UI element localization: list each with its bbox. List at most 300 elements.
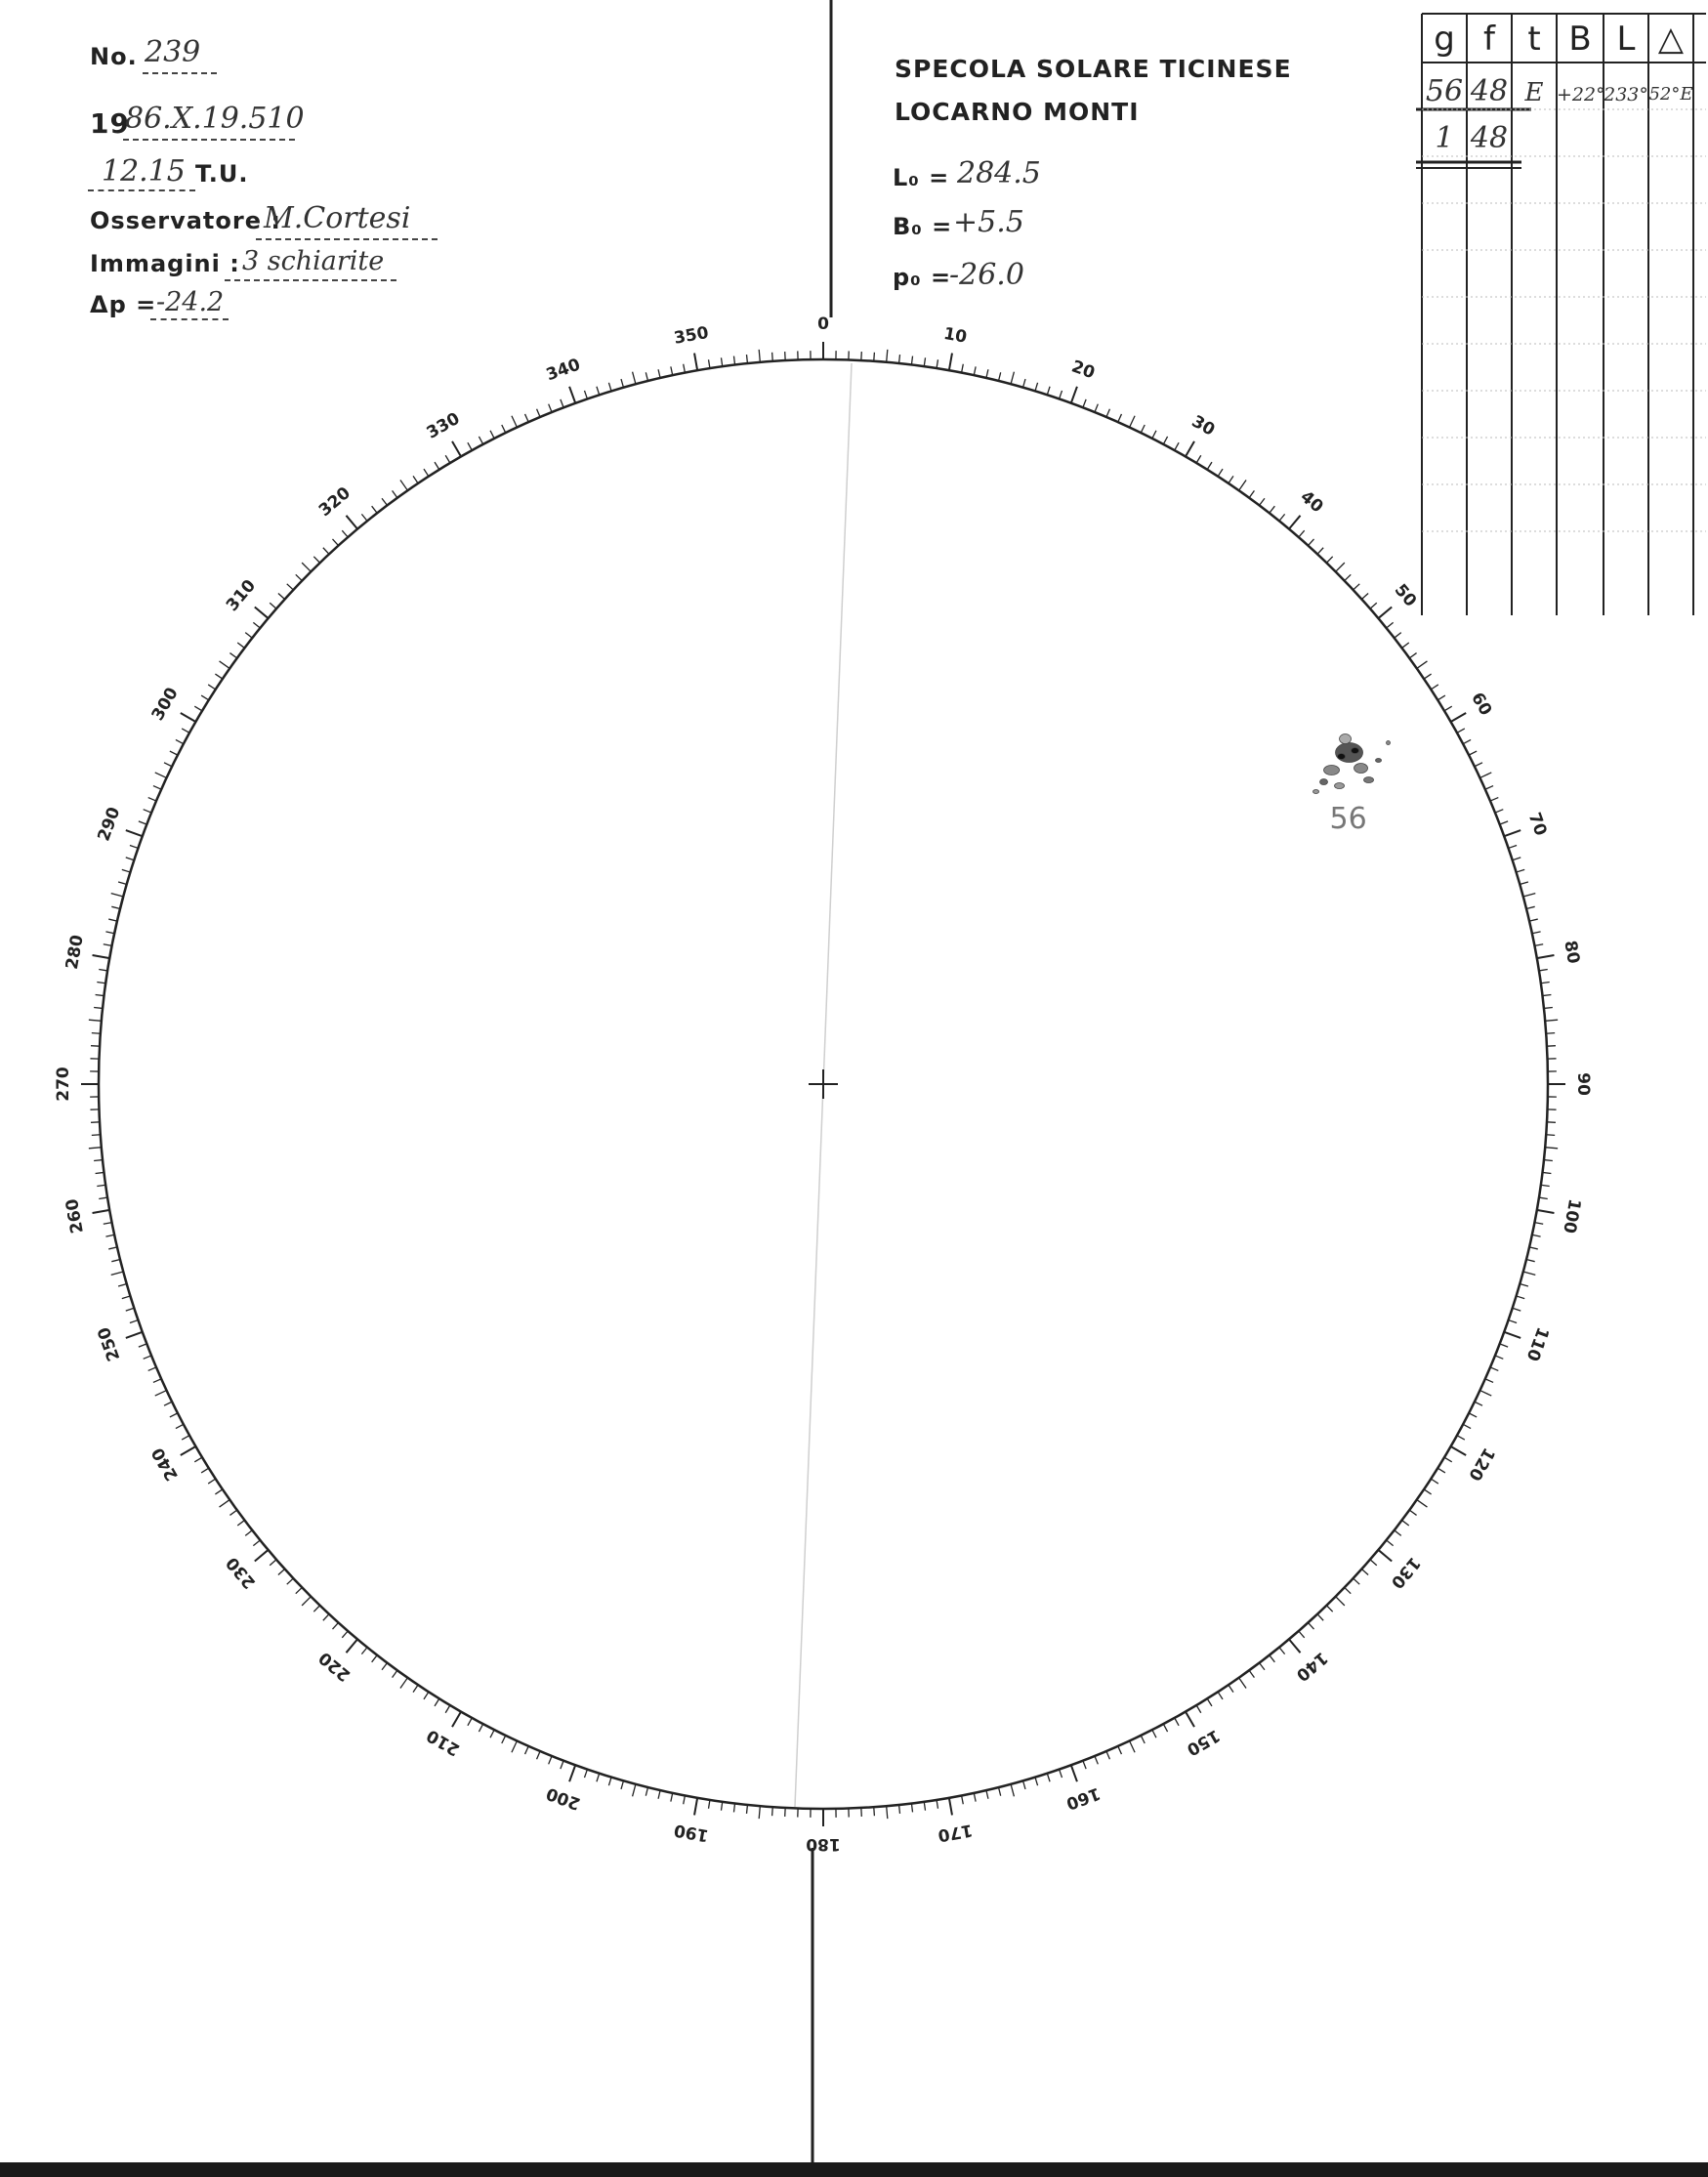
- scale-tick: [633, 1784, 636, 1797]
- scale-tick: [302, 563, 311, 571]
- scale-tick: [1095, 404, 1098, 412]
- scale-tick: [220, 661, 230, 668]
- scale-tick: [1479, 1391, 1491, 1396]
- scale-tick: [323, 1614, 329, 1621]
- delta-p-label: Δp =: [90, 291, 157, 318]
- scale-tick: [1402, 643, 1409, 648]
- scale-tick: [1409, 653, 1416, 658]
- l0-value: 284.5: [957, 156, 1041, 190]
- scale-tick: [182, 729, 189, 733]
- scale-tick: [253, 1540, 260, 1546]
- scale-tick: [1451, 1446, 1467, 1455]
- scale-tick: [313, 1606, 319, 1612]
- scale-label: 210: [423, 1725, 464, 1760]
- scale-tick: [1345, 574, 1351, 580]
- scale-tick: [1345, 1587, 1351, 1593]
- scale-tick: [1495, 1356, 1503, 1359]
- scale-tick: [874, 1807, 875, 1816]
- table-cell-r2-g: 1: [1435, 121, 1454, 155]
- scale-tick: [1542, 994, 1551, 995]
- scale-tick: [1517, 869, 1525, 872]
- scale-tick: [911, 1803, 912, 1812]
- scale-tick: [671, 1793, 673, 1802]
- scale-tick: [1218, 1692, 1223, 1699]
- scale-tick: [633, 372, 636, 385]
- scale-tick: [1118, 1746, 1122, 1754]
- scale-tick: [208, 1479, 216, 1484]
- scale-tick: [746, 1805, 747, 1814]
- table-cell-r1-f: 48: [1470, 74, 1509, 108]
- scale-tick: [435, 462, 439, 470]
- scale-tick: [1532, 1235, 1541, 1236]
- scale-tick: [684, 364, 686, 373]
- scale-tick: [94, 1007, 103, 1008]
- scale-tick: [537, 409, 541, 417]
- scale-tick: [899, 1805, 900, 1814]
- scale-tick: [445, 455, 450, 463]
- scale-tick: [1545, 1148, 1558, 1149]
- scale-label: 180: [806, 1834, 841, 1854]
- scale-tick: [118, 882, 127, 884]
- time-unit: T.U.: [195, 160, 249, 188]
- scale-tick: [164, 1402, 172, 1405]
- scale-tick: [452, 1712, 461, 1728]
- scale-tick: [549, 404, 552, 412]
- scale-tick: [1469, 1413, 1477, 1417]
- table-header-delta: △: [1657, 20, 1685, 59]
- scale-tick: [1504, 830, 1521, 836]
- scale-tick: [721, 357, 722, 366]
- scale-tick: [1175, 442, 1179, 450]
- scale-tick: [1289, 516, 1301, 529]
- scale-tick: [1504, 1332, 1521, 1338]
- scale-tick: [111, 1272, 124, 1275]
- sunspot-group-drawing: [1313, 734, 1391, 794]
- bottom-border-bar: [0, 2162, 1708, 2177]
- table-header-l: L: [1616, 20, 1636, 59]
- scale-label: 240: [147, 1444, 183, 1485]
- scale-tick: [1526, 1260, 1535, 1262]
- scale-tick: [96, 994, 104, 995]
- scale-tick: [104, 944, 112, 946]
- observer-label: Osservatore :: [90, 207, 281, 234]
- scale-tick: [1279, 514, 1285, 521]
- scale-tick: [452, 441, 461, 457]
- scale-tick: [1370, 603, 1377, 608]
- scale-tick: [126, 858, 135, 860]
- scale-tick: [1186, 441, 1194, 457]
- number-label: No.: [90, 43, 138, 70]
- table-cell-r1-g: 56: [1425, 74, 1464, 108]
- scale-label: 190: [672, 1820, 711, 1846]
- scale-tick: [733, 1803, 734, 1812]
- scale-tick: [139, 1344, 146, 1347]
- scale-tick: [153, 1379, 161, 1383]
- scale-tick: [1451, 713, 1467, 722]
- scale-tick: [342, 530, 348, 537]
- scale-tick: [1289, 1639, 1301, 1653]
- sunspot: [1387, 741, 1391, 745]
- scale-tick: [1361, 1569, 1368, 1574]
- scale-tick: [382, 1663, 387, 1670]
- scale-tick: [1500, 821, 1508, 824]
- scale-tick: [89, 1020, 102, 1021]
- scale-label: 290: [94, 804, 125, 845]
- scale-tick: [1546, 1135, 1555, 1136]
- table-cell-r1-b: +22°: [1557, 84, 1605, 105]
- scale-tick: [393, 1670, 397, 1677]
- scale-tick: [1523, 894, 1536, 897]
- scale-tick: [671, 366, 673, 375]
- scale-label: 200: [543, 1782, 584, 1814]
- scale-tick: [658, 369, 660, 378]
- sunspot: [1364, 777, 1374, 783]
- scale-tick: [597, 387, 600, 396]
- scale-tick: [502, 425, 506, 433]
- scale-tick: [1463, 739, 1471, 743]
- scale-label: 110: [1521, 1323, 1553, 1364]
- scale-tick: [1544, 1160, 1553, 1161]
- scale-tick: [424, 469, 429, 477]
- scale-label: 270: [54, 1067, 73, 1102]
- scale-tick: [512, 1740, 517, 1752]
- scale-tick: [1336, 1597, 1345, 1606]
- scale-tick: [1023, 1780, 1025, 1789]
- scale-tick: [111, 906, 120, 908]
- scale-tick: [176, 739, 184, 743]
- scale-label: 160: [1062, 1782, 1104, 1814]
- scale-tick: [1163, 437, 1167, 444]
- scale-tick: [108, 919, 117, 921]
- scale-tick: [1457, 729, 1465, 733]
- scale-tick: [220, 1500, 230, 1507]
- scale-tick: [1537, 955, 1555, 958]
- scale-tick: [479, 1724, 482, 1732]
- scale-tick: [181, 1446, 196, 1455]
- images-value: 3 schiarite: [242, 246, 385, 276]
- scale-label: 280: [62, 933, 88, 972]
- scale-tick: [1539, 1197, 1548, 1198]
- scale-tick: [1509, 845, 1518, 848]
- scale-tick: [1529, 919, 1538, 921]
- scale-tick: [372, 1655, 378, 1662]
- scale-label: 170: [936, 1820, 975, 1846]
- scale-tick: [270, 1560, 276, 1566]
- scale-tick: [1163, 1724, 1167, 1732]
- sunspot: [1340, 734, 1352, 744]
- scale-tick: [1513, 1308, 1521, 1311]
- scale-tick: [1239, 481, 1246, 491]
- scale-tick: [144, 810, 151, 813]
- scale-tick: [111, 894, 124, 897]
- scale-tick: [1106, 1751, 1110, 1759]
- scale-tick: [1544, 1007, 1553, 1008]
- p0-label: p₀ =: [893, 264, 952, 291]
- scale-tick: [569, 1765, 575, 1781]
- observatory-location: LOCARNO MONTI: [895, 98, 1140, 126]
- scale-tick: [153, 786, 161, 790]
- scale-tick: [537, 1751, 541, 1759]
- sunspot: [1338, 754, 1346, 760]
- scale-tick: [94, 1160, 103, 1161]
- center-cross: [809, 1069, 838, 1099]
- scale-tick: [1060, 1770, 1062, 1779]
- scale-tick: [911, 356, 912, 365]
- scale-tick: [1083, 1761, 1086, 1769]
- scale-tick: [772, 353, 773, 361]
- scale-label: 330: [423, 408, 464, 443]
- scale-tick: [1047, 1774, 1050, 1782]
- scale-tick: [733, 356, 734, 365]
- scale-tick: [361, 514, 367, 521]
- scale-tick: [245, 1530, 252, 1536]
- scale-tick: [1361, 593, 1368, 599]
- scale-tick: [1424, 1489, 1431, 1494]
- scale-tick: [1532, 932, 1541, 934]
- scale-label: 130: [1386, 1553, 1425, 1593]
- scale-tick: [382, 498, 387, 505]
- scale-tick: [549, 1756, 552, 1764]
- scale-tick: [118, 1284, 127, 1286]
- scale-tick: [393, 490, 397, 497]
- scale-tick: [1546, 1033, 1555, 1034]
- scale-tick: [1299, 1631, 1305, 1638]
- scale-tick: [245, 633, 252, 639]
- scale-label: 260: [62, 1196, 88, 1235]
- table-cell-r2-f: 48: [1470, 121, 1509, 155]
- scale-tick: [1308, 539, 1313, 546]
- scale-tick: [1378, 607, 1392, 618]
- scale-tick: [621, 1780, 623, 1789]
- scale-tick: [255, 1550, 269, 1562]
- scale-label: 220: [314, 1647, 354, 1686]
- scale-tick: [1541, 1185, 1550, 1186]
- scale-tick: [445, 1705, 450, 1713]
- scale-tick: [1541, 982, 1550, 983]
- scale-tick: [1431, 685, 1438, 690]
- observer-value: M.Cortesi: [264, 201, 411, 235]
- scale-tick: [208, 685, 216, 690]
- scale-tick: [237, 1521, 244, 1526]
- scale-tick: [887, 1806, 888, 1819]
- scale-tick: [479, 437, 482, 444]
- scale-tick: [346, 1639, 357, 1653]
- scale-tick: [108, 1247, 117, 1249]
- scale-label: 50: [1390, 580, 1421, 611]
- scale-tick: [1395, 633, 1401, 639]
- scale-tick: [435, 1698, 439, 1706]
- scale-tick: [986, 1790, 988, 1799]
- scale-tick: [1229, 476, 1233, 482]
- scale-tick: [201, 695, 209, 700]
- scale-tick: [658, 1790, 660, 1799]
- scale-tick: [569, 387, 575, 403]
- scale-tick: [561, 399, 563, 407]
- scale-tick: [1485, 786, 1493, 790]
- scale-tick: [287, 1578, 294, 1584]
- scale-tick: [584, 1770, 587, 1779]
- scale-label: 90: [1573, 1072, 1593, 1096]
- scale-tick: [170, 1413, 178, 1417]
- table-header-f: f: [1483, 20, 1495, 59]
- scale-tick: [1417, 1500, 1428, 1507]
- scale-label: 60: [1467, 689, 1496, 720]
- table-header-g: g: [1434, 20, 1455, 59]
- scale-tick: [1475, 763, 1482, 767]
- scale-tick: [130, 845, 139, 848]
- scale-tick: [1417, 661, 1428, 668]
- scale-tick: [1249, 1670, 1254, 1677]
- scale-tick: [1534, 1223, 1543, 1225]
- scale-tick: [1035, 383, 1038, 392]
- scale-tick: [126, 830, 143, 836]
- scale-label: 100: [1559, 1196, 1585, 1235]
- scale-tick: [584, 391, 587, 399]
- scale-tick: [1270, 1655, 1275, 1662]
- scale-tick: [1326, 1606, 1332, 1612]
- scale-tick: [255, 607, 269, 618]
- scale-tick: [92, 1033, 101, 1034]
- date-value: 86.X.19.510: [125, 102, 305, 136]
- scale-tick: [1186, 1712, 1194, 1728]
- scale-tick: [1260, 498, 1265, 505]
- b0-value: +5.5: [953, 205, 1024, 239]
- scale-tick: [887, 350, 888, 362]
- scale-tick: [1517, 1296, 1525, 1299]
- scale-tick: [1485, 1379, 1493, 1383]
- scale-tick: [1326, 557, 1332, 563]
- scale-tick: [1437, 1468, 1445, 1473]
- scale-tick: [1071, 387, 1077, 403]
- scale-tick: [1207, 462, 1212, 470]
- scale-tick: [1529, 1247, 1538, 1249]
- scale-tick: [1520, 1284, 1528, 1286]
- scale-tick: [525, 414, 529, 422]
- sunspot: [1335, 783, 1345, 789]
- scale-tick: [561, 1761, 563, 1769]
- scale-tick: [424, 1692, 429, 1699]
- scale-tick: [721, 1802, 722, 1811]
- table-cell-r1-t: E: [1524, 78, 1544, 107]
- scale-tick: [296, 574, 302, 580]
- scale-tick: [1475, 1402, 1482, 1405]
- scale-tick: [155, 1391, 167, 1396]
- scale-tick: [1130, 416, 1135, 428]
- scale-tick: [1490, 798, 1498, 802]
- scale-tick: [1317, 548, 1323, 555]
- scale-tick: [1534, 944, 1543, 946]
- scale-tick: [93, 1210, 110, 1213]
- scale-tick: [99, 970, 107, 971]
- scale-tick: [1106, 409, 1110, 417]
- scale-tick: [270, 603, 276, 608]
- scale-tick: [1437, 695, 1445, 700]
- scale-tick: [144, 1356, 151, 1359]
- scale-tick: [621, 379, 623, 388]
- scale-tick: [1260, 1663, 1265, 1670]
- scale-tick: [1083, 399, 1086, 407]
- scale-tick: [194, 706, 202, 711]
- scale-tick: [229, 653, 236, 658]
- date-prefix: 19: [90, 107, 130, 140]
- scale-tick: [1299, 530, 1305, 537]
- scale-label: 310: [222, 575, 261, 615]
- scale-tick: [709, 359, 710, 368]
- scale-tick: [1469, 751, 1477, 755]
- scale-tick: [1387, 622, 1394, 628]
- scale-label: 340: [543, 355, 584, 386]
- scale-tick: [155, 773, 167, 777]
- scale-label: 300: [147, 684, 183, 725]
- scale-tick: [1444, 706, 1452, 711]
- scale-tick: [1537, 1210, 1555, 1213]
- scale-tick: [1279, 1648, 1285, 1654]
- table-header-b: B: [1568, 20, 1592, 59]
- scale-label: 250: [94, 1323, 125, 1364]
- scale-tick: [1141, 425, 1145, 433]
- scale-tick: [287, 584, 294, 590]
- scale-tick: [89, 1148, 102, 1149]
- scale-tick: [962, 364, 964, 373]
- scale-tick: [949, 354, 952, 371]
- scale-tick: [1354, 584, 1360, 590]
- scale-tick: [105, 932, 114, 934]
- scale-tick: [1495, 810, 1503, 813]
- scale-tick: [313, 557, 319, 563]
- b0-label: B₀ =: [893, 213, 953, 240]
- sunspot: [1352, 748, 1359, 754]
- scale-tick: [1152, 431, 1156, 439]
- scale-tick: [400, 481, 407, 491]
- scale-tick: [1354, 1578, 1360, 1584]
- scale-tick: [1218, 469, 1223, 477]
- scale-tick: [1047, 387, 1050, 396]
- scale-tick: [1402, 1521, 1409, 1526]
- scale-tick: [999, 1787, 1001, 1796]
- scale-tick: [1424, 674, 1431, 679]
- scale-label: 230: [222, 1553, 261, 1593]
- scale-tick: [296, 1587, 302, 1593]
- sunspot-group-label: 56: [1329, 801, 1367, 836]
- scale-tick: [1509, 1320, 1518, 1323]
- scale-tick: [1011, 372, 1014, 385]
- scale-tick: [342, 1631, 348, 1638]
- scale-tick: [962, 1795, 964, 1804]
- scale-tick: [253, 622, 260, 628]
- table-header-t: t: [1527, 20, 1541, 59]
- scale-tick: [1239, 1678, 1246, 1689]
- scale-tick: [974, 366, 976, 375]
- scale-tick: [122, 1296, 131, 1299]
- scale-label: 320: [314, 482, 354, 522]
- scale-tick: [999, 372, 1001, 381]
- scale-tick: [1152, 1730, 1156, 1737]
- sunspot: [1376, 759, 1382, 763]
- scale-tick: [1229, 1685, 1233, 1692]
- scale-tick: [772, 1807, 773, 1816]
- scale-label: 140: [1292, 1647, 1332, 1686]
- scale-tick: [924, 357, 925, 366]
- scale-label: 0: [817, 314, 829, 334]
- scale-tick: [1387, 1540, 1394, 1546]
- scale-tick: [924, 1802, 925, 1811]
- scale-tick: [746, 355, 747, 363]
- scale-tick: [346, 516, 357, 529]
- scale-tick: [759, 1806, 760, 1819]
- scale-tick: [468, 442, 472, 450]
- sunspot: [1320, 779, 1328, 785]
- scale-tick: [1196, 1705, 1201, 1713]
